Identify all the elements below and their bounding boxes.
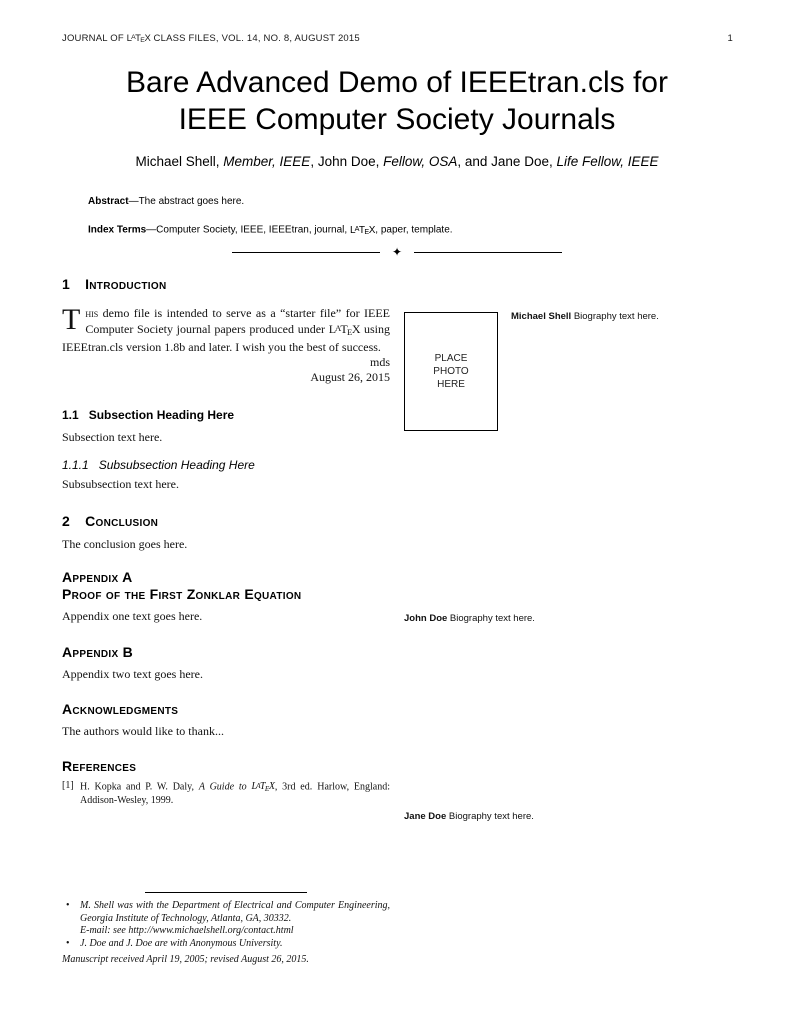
biography-text: Biography text here.	[446, 811, 534, 822]
acknowledgments-heading: Acknowledgments	[62, 700, 179, 717]
paper-title-line2: IEEE Computer Society Journals	[178, 103, 616, 136]
latex-logo: LATEX	[349, 224, 376, 236]
biography-john-doe	[404, 613, 740, 625]
photo-placeholder-box	[404, 312, 498, 431]
latex-logo: LATEX	[328, 322, 361, 337]
footnote-email-text: E-mail: see http://www.michaelshell.org/contact.html	[80, 925, 294, 936]
appendix-a-text: Appendix one text goes here.	[62, 608, 203, 623]
section-heading-introduction	[62, 276, 390, 293]
section-number: 2	[62, 512, 71, 529]
conclusion-text: The conclusion goes here.	[62, 536, 188, 551]
latex-logo: LATEX	[251, 781, 275, 793]
attribution-initials: mds	[369, 354, 390, 369]
bullet-icon: •	[66, 900, 70, 911]
footnote-affiliation-text: M. Shell was with the Department of Electrical and Computer Engineering, Georgia Institute of Technology, Atlanta, GA, 30332.	[80, 900, 390, 924]
biography-jane-doe	[404, 811, 740, 823]
reference-authors: H. Kopka and P. W. Daly,	[80, 781, 199, 793]
index-terms-post: , paper, template.	[375, 224, 453, 236]
abstract-label: Abstract	[88, 196, 129, 207]
introduction-text: using IEEEtran.cls version 1.8b and later. I wish you the best of success.	[62, 322, 390, 354]
subsubsection-heading	[62, 458, 390, 472]
separator-line-left	[232, 252, 380, 253]
introduction-paragraph	[62, 303, 390, 355]
bullet-icon: •	[66, 937, 70, 949]
section-title: Introduction	[85, 276, 167, 292]
appendix-b-heading: Appendix B	[62, 643, 134, 660]
introduction-text: demo file is intended to serve as a “starter file” for IEEE Computer Society journal papers produced under	[85, 306, 390, 337]
subsection-number: 1.1	[62, 407, 79, 422]
subsubsection-text: Subsubsection text here.	[62, 476, 179, 491]
reference-number: [1]	[62, 779, 74, 791]
appendix-a-title: Appendix A	[62, 568, 133, 585]
appendix-a-subtitle: Proof of the First Zonklar Equation	[62, 585, 302, 602]
author-membership: Member, IEEE	[223, 154, 311, 169]
subsubsection-title: Subsubsection Heading Here	[98, 457, 255, 472]
footnote-item-affiliation	[62, 900, 390, 938]
author-name: , and Jane Doe,	[457, 154, 557, 169]
subsection-heading	[62, 408, 390, 422]
biography-name: John Doe	[404, 613, 448, 624]
index-terms-label: Index Terms	[88, 224, 147, 236]
reference-publisher: , 3rd ed. Harlow, England: Addison-Wesley, 1999.	[80, 781, 390, 807]
page-number: 1	[727, 33, 733, 44]
biography-text: Biography text here.	[447, 613, 535, 624]
reference-item	[62, 780, 390, 808]
appendix-b-text: Appendix two text goes here.	[62, 666, 203, 681]
paper-title-line1: Bare Advanced Demo of IEEEtran.cls for	[126, 66, 668, 99]
latex-logo: LATEX	[126, 33, 151, 45]
footnote-affiliation-text: J. Doe and J. Doe are with Anonymous University.	[80, 937, 283, 949]
diamond-icon: ✦	[391, 245, 403, 259]
lead-smallcaps: his	[85, 306, 99, 320]
author-membership: Fellow, OSA	[383, 154, 458, 169]
author-name: Michael Shell,	[135, 154, 224, 169]
section-number: 1	[62, 276, 71, 292]
photo-placeholder-text: PLACE PHOTO HERE	[433, 353, 469, 390]
reference-book-title: A Guide to	[198, 781, 252, 793]
footnote-item-affiliation	[62, 938, 390, 951]
reference-text	[80, 780, 390, 808]
dropcap: T	[62, 303, 81, 336]
attribution-date: August 26, 2015	[310, 369, 390, 384]
author-membership: Life Fellow, IEEE	[556, 154, 659, 169]
right-column	[404, 0, 740, 1028]
section-heading-conclusion	[62, 513, 390, 530]
references-heading: References	[62, 757, 137, 774]
biography-text: Biography text here.	[571, 311, 659, 322]
biography-michael-shell	[404, 311, 740, 435]
section-title: Conclusion	[85, 512, 159, 529]
journal-header-post: CLASS FILES, VOL. 14, NO. 8, AUGUST 2015	[150, 33, 360, 44]
footnote-rule	[145, 892, 307, 893]
abstract-text: —The abstract goes here.	[128, 196, 245, 207]
author-name: , John Doe,	[310, 154, 384, 169]
footnote-block	[62, 886, 390, 967]
manuscript-note: Manuscript received April 19, 2005; revised August 26, 2015.	[62, 954, 309, 965]
attribution	[62, 355, 390, 385]
subsubsection-number: 1.1.1	[62, 457, 89, 472]
journal-header-pre: JOURNAL OF	[62, 33, 127, 44]
biography-name: Michael Shell	[511, 311, 572, 322]
subsection-title: Subsection Heading Here	[88, 407, 235, 422]
subsection-text: Subsection text here.	[62, 429, 163, 444]
acknowledgments-text: The authors would like to thank...	[62, 723, 224, 738]
biography-name: Jane Doe	[404, 811, 447, 822]
index-terms-pre: —Computer Society, IEEE, IEEEtran, journal,	[146, 224, 350, 236]
appendix-a-heading	[62, 569, 390, 603]
left-column	[62, 276, 390, 808]
journal-header-text	[62, 33, 360, 44]
